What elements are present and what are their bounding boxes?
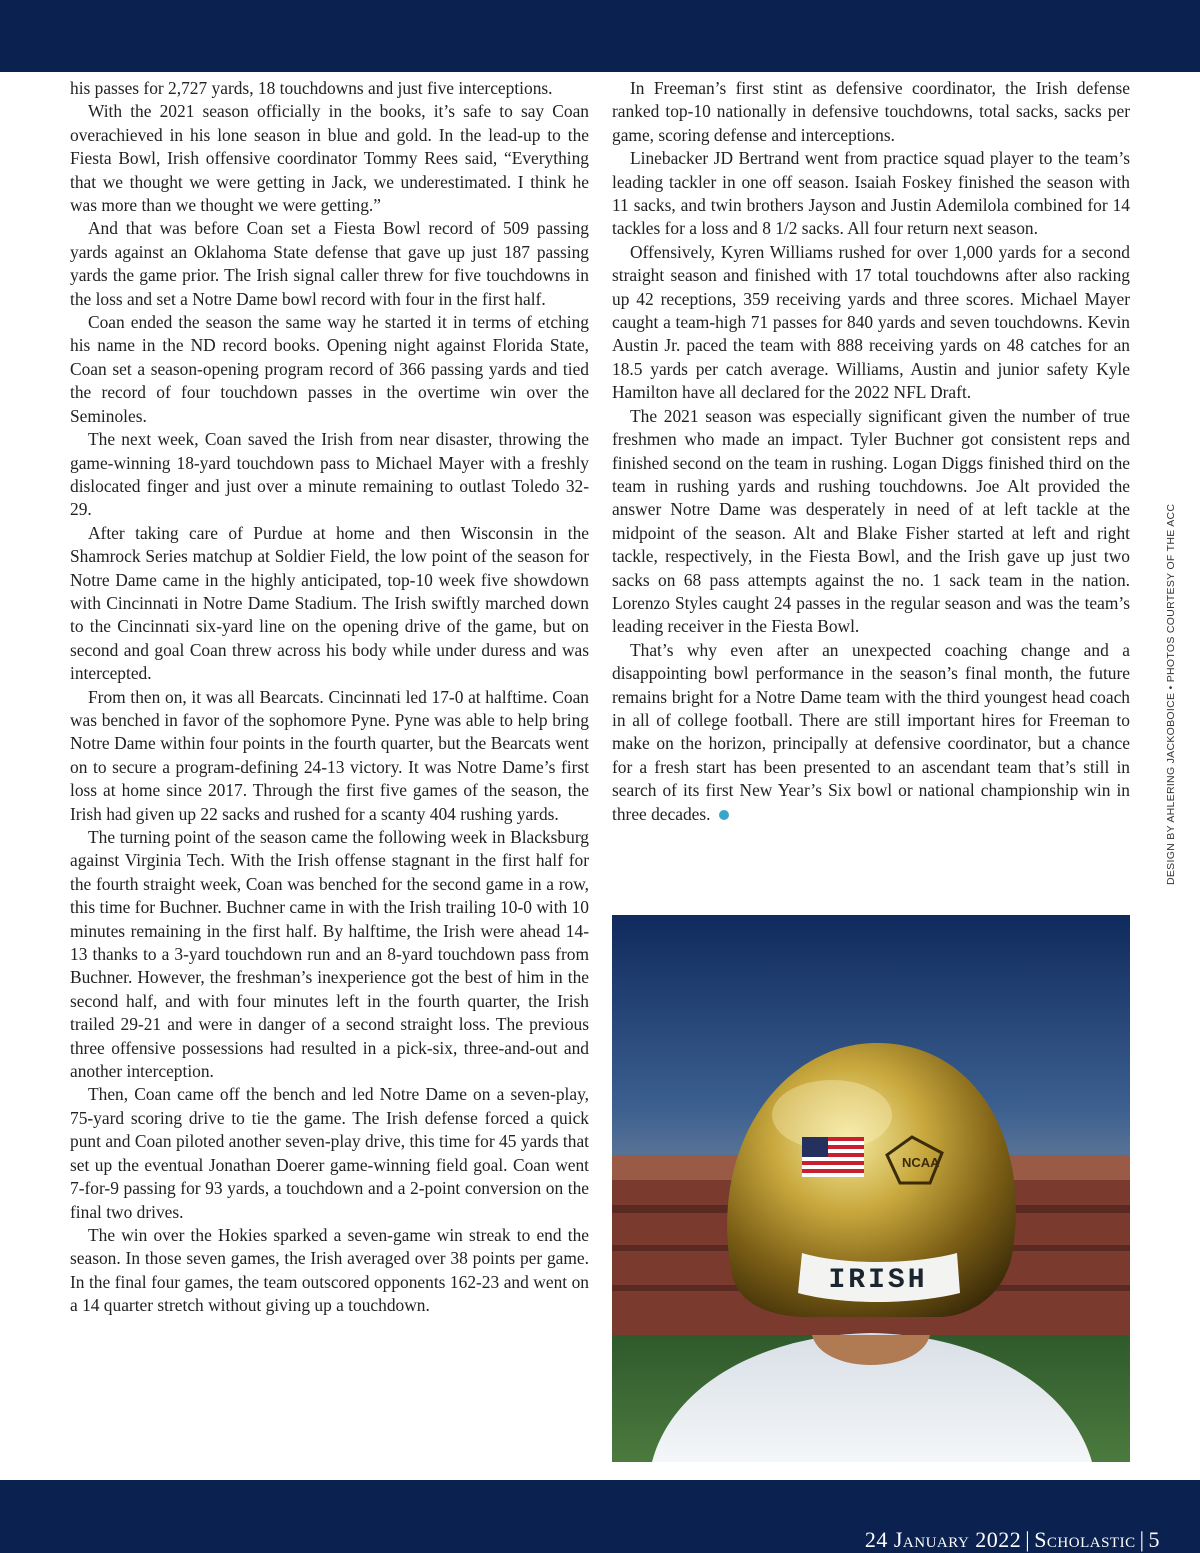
- footer-publication: Scholastic: [1034, 1527, 1136, 1552]
- paragraph: And that was before Coan set a Fiesta Bowl record of 509 passing yards against an Oklahoma State defense that gave up just 187 passing yards the game prior. The Irish signal caller threw for five touchdowns in the loss and set a Notre Dame bowl record with four in the first half.: [70, 218, 589, 309]
- paragraph: Coan ended the season the same way he started it in terms of etching his name in the ND record books. Opening night against Florida State, Coan set a season-opening program record of 366 passing yards and tied the record of four touchdown passes in the overtime win over the Seminoles.: [70, 312, 589, 426]
- paragraph: The win over the Hokies sparked a seven-game win streak to end the season. In those seven games, the Irish averaged over 38 points per game. In the final four games, the team outscored opponents 162-23 and went on a 14 quarter stretch without giving up a touchdown.: [70, 1224, 589, 1316]
- paragraph: his passes for 2,727 yards, 18 touchdowns and just five interceptions.: [70, 78, 553, 98]
- paragraph: Linebacker JD Bertrand went from practice squad player to the team’s leading tackler in one off season. Isaiah Foskey finished the season with 11 sacks, and twin brothers Jayson and Justin Ademilola combined for 14 tackles for a loss and 8 1/2 sacks. All four return next season.: [612, 148, 1130, 239]
- paragraph: The turning point of the season came the following week in Blacksburg against Virginia Tech. With the Irish offense stagnant in the first half for the fourth straight week, Coan was benched for the second game in a row, this time for Buchner. Buchner came in with the Irish trailing 10-0 with 10 minutes remaining in the first half. By halftime, the Irish were ahead 14-13 thanks to a 3-yard touchdown run and an 8-yard touchdown pass from Buchner. However, the freshman’s inexperience got the best of him in the second half, and with four minutes left in the fourth quarter, the Irish trailed 29-21 and were in danger of a second straight loss. The previous three offensive possessions had resulted in a pick-six, three-and-out and another interception.: [70, 827, 589, 1082]
- ncaa-decal-text: NCAA: [902, 1155, 940, 1170]
- footer-date: 24 January 2022: [864, 1527, 1022, 1552]
- helmet-photo: [612, 915, 1130, 1462]
- paragraph: From then on, it was all Bearcats. Cincinnati led 17-0 at halftime. Coan was benched in favor of the sophomore Pyne. Pyne was able to help bring Notre Dame within four points in the fourth quarter, but the Bearcats went on to secure a program-defining 24-13 victory. It was Notre Dame’s first loss at home since 2017. Through the first five games of the season, the Irish had given up 22 sacks and rushed for a scanty 404 rushing yards.: [70, 686, 589, 824]
- top-banner: [0, 0, 1200, 72]
- photo-credit: [1165, 500, 1179, 885]
- photo-credit-text: DESIGN BY AHLERING JACKOBOICE • PHOTOS COURTESY OF THE ACC: [1165, 503, 1177, 885]
- end-mark-icon: [719, 810, 729, 820]
- flag-decal-icon: [802, 1137, 864, 1177]
- page-footer: 24 January 2022 | Scholastic | 5: [864, 1527, 1160, 1552]
- helmet-photo-svg: [612, 915, 1130, 1462]
- paragraph: The 2021 season was especially significant given the number of true freshmen who made an impact. Tyler Buchner got consistent reps and finished second on the team in rushing. Logan Diggs finished third on the team in rushing yards and rushing touchdowns. Joe Alt provided the answer Notre Dame was desperately in need of at left tackle at the midpoint of the season. Alt and Blake Fisher started at left and right tackle, respectively, in the Fiesta Bowl, and the Irish gave up just two sacks on 68 pass attempts against the no. 1 sack team in the nation. Lorenzo Styles caught 24 passes in the regular season and was the team’s leading receiver in the Fiesta Bowl.: [612, 405, 1130, 637]
- paragraph: Offensively, Kyren Williams rushed for over 1,000 yards for a second straight season and finished with 17 total touchdowns after also racking up 42 receptions, 359 receiving yards and three scores. Michael Mayer caught a team-high 71 passes for 840 yards and seven touchdowns. Kevin Austin Jr. paced the team with 888 receiving yards on 48 catches for an 18.5 yards per catch average. Williams, Austin and junior safety Kyle Hamilton have all declared for the 2022 NFL Draft.: [612, 241, 1130, 403]
- paragraph: After taking care of Purdue at home and then Wisconsin in the Shamrock Series matchup at Soldier Field, the low point of the season for Notre Dame came in the highly anticipated, top-10 week five showdown with Cincinnati in Notre Dame Stadium. The Irish swiftly marched down to the Cincinnati six-yard line on the opening drive of the game, but on second and goal Coan threw across his body while under duress and was intercepted.: [70, 522, 589, 684]
- paragraph: Then, Coan came off the bench and led Notre Dame on a seven-play, 75-yard scoring drive to tie the game. The Irish defense forced a quick punt and Coan piloted another seven-play drive, this time for 45 yards that set up the eventual Jonathan Doerer game-winning field goal. Coan went 7-for-9 passing for 93 yards, a touchdown and a 2-point conversion on the final two drives.: [70, 1084, 589, 1222]
- paragraph-final-text: That’s why even after an unexpected coaching change and a disappointing bowl performance in the season’s final month, the future remains bright for a Notre Dame team with the third youngest head coach in all of college football. There are still important hires for Freeman to make on the horizon, principally at defensive coordinator, but a chance for a fresh start has been presented to an ascendant team that’s still in search of its first New Year’s Six bowl or national championship win in three decades.: [612, 639, 1130, 824]
- helmet-text: IRISH: [828, 1265, 928, 1296]
- footer-page-number: 5: [1148, 1527, 1160, 1552]
- paragraph-final: [612, 639, 1130, 826]
- paragraph: In Freeman’s first stint as defensive coordinator, the Irish defense ranked top-10 nationally in defensive touchdowns, total sacks, sacks per game, scoring defense and interceptions.: [612, 78, 1130, 145]
- right-column: [612, 77, 1130, 826]
- paragraph: With the 2021 season officially in the books, it’s safe to say Coan overachieved in his lone season in blue and gold. In the lead-up to the Fiesta Bowl, Irish offensive coordinator Tommy Rees said, “Everything that we thought we were getting in Jack, we underestimated. I think he was more than we thought we were getting.”: [70, 101, 589, 216]
- left-column: [70, 77, 589, 1318]
- paragraph: The next week, Coan saved the Irish from near disaster, throwing the game-winning 18-yard touchdown pass to Michael Mayer with a freshly dislocated finger and just over a minute remaining to outlast Toledo 32-29.: [70, 429, 589, 520]
